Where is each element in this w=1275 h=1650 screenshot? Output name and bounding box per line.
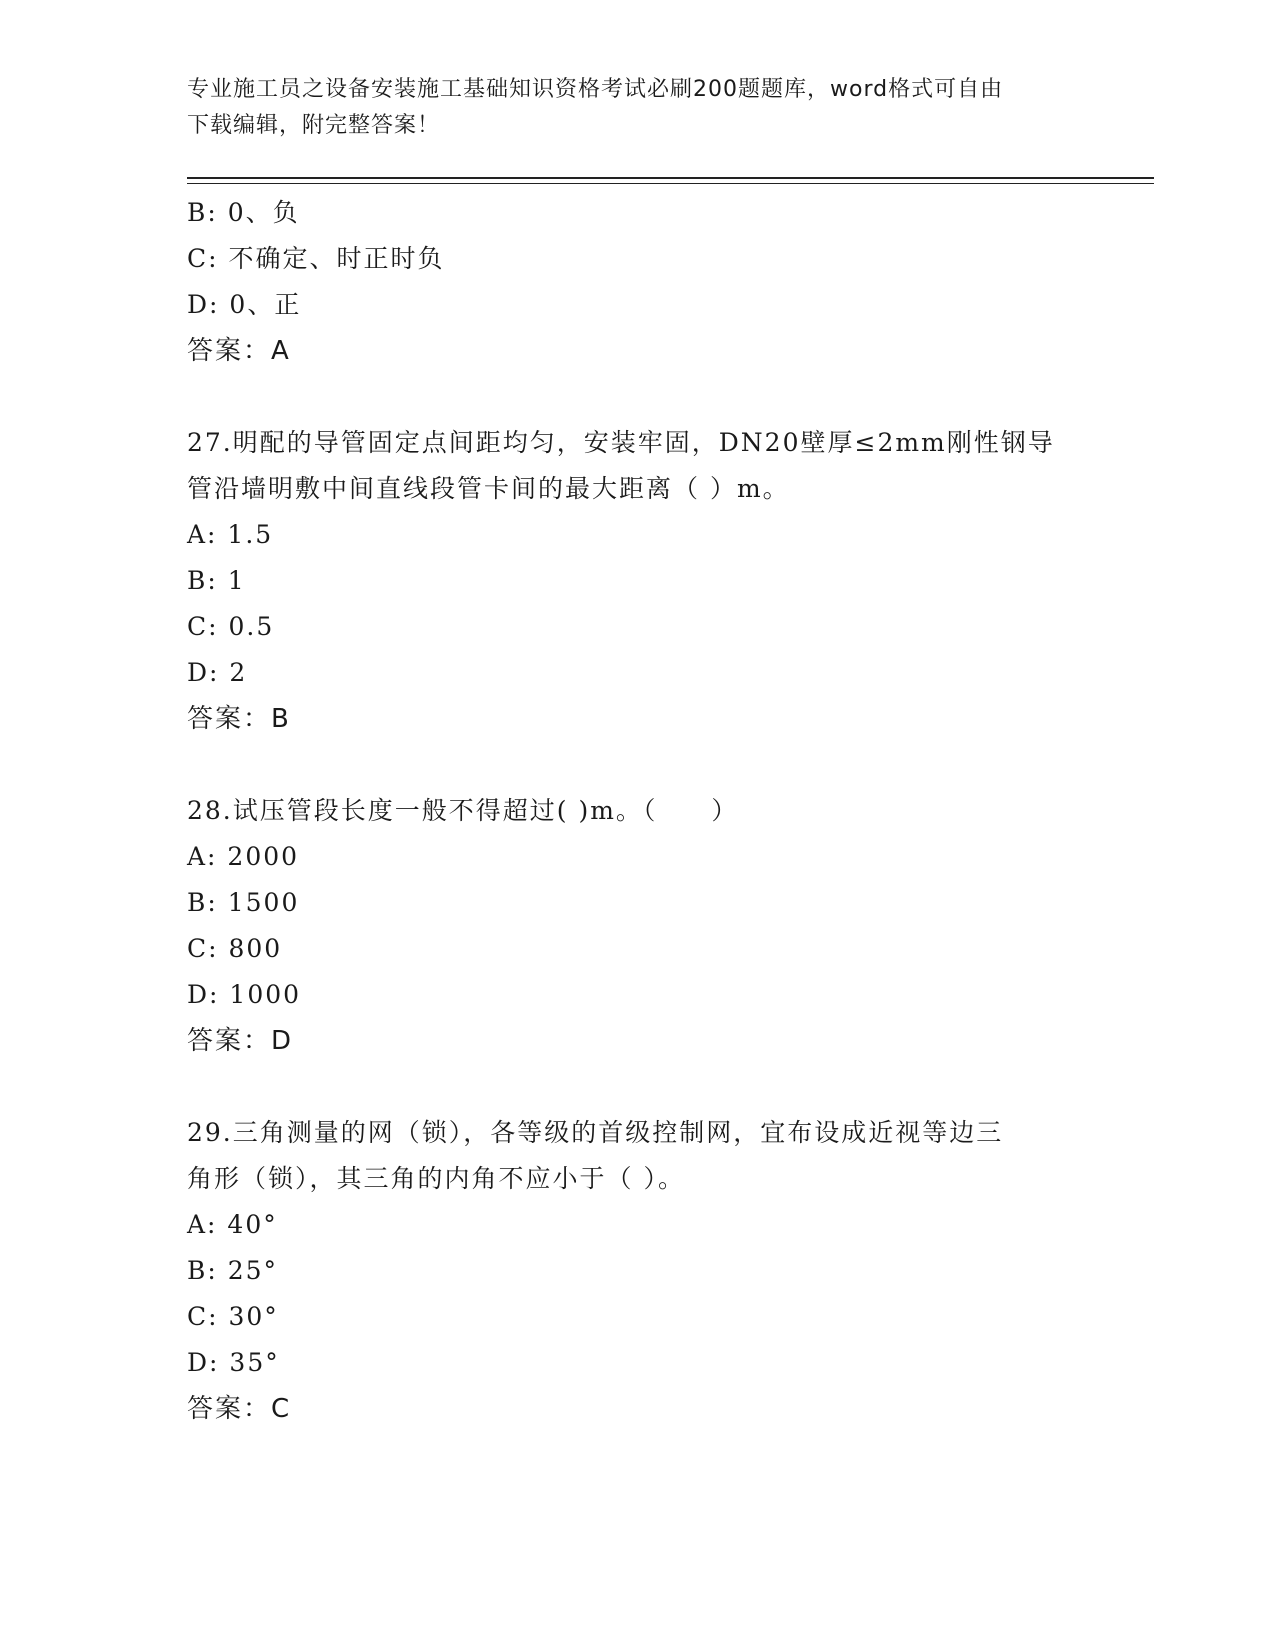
question-stem-line: 28.试压管段长度一般不得超过( )m。（ ）	[187, 796, 739, 825]
option-d: D: 1000	[187, 980, 302, 1009]
header-line-1: 专业施工员之设备安装施工基础知识资格考试必刷200题题库，word格式可自由	[187, 77, 1004, 102]
option-a: A: 1.5	[187, 520, 274, 549]
option-d: D: 35°	[187, 1348, 280, 1377]
answer-line: 答案：D	[187, 1026, 294, 1056]
option-b: B: 0、负	[187, 198, 300, 227]
header-rule-thick	[187, 177, 1154, 179]
option-a: A: 2000	[187, 842, 300, 871]
answer-line: 答案：C	[187, 1394, 292, 1424]
option-c: C: 0.5	[187, 612, 275, 641]
question-list	[187, 190, 1087, 1432]
option-b: B: 1	[187, 566, 246, 595]
option-d: D: 2	[187, 658, 248, 687]
question-29	[187, 1110, 1087, 1432]
option-c: C: 800	[187, 934, 283, 963]
question-stem-line: 角形（锁），其三角的内角不应小于（ ）。	[187, 1164, 685, 1193]
question-gap	[187, 1064, 1087, 1110]
option-d: D: 0、正	[187, 290, 302, 319]
header-line-2: 下载编辑，附完整答案！	[187, 113, 441, 138]
option-b: B: 1500	[187, 888, 300, 917]
partial-question	[187, 190, 1087, 374]
header-rule-thin	[187, 183, 1154, 184]
option-c: C: 30°	[187, 1302, 279, 1331]
answer-line: 答案：B	[187, 704, 291, 734]
question-gap	[187, 742, 1087, 788]
document-header	[187, 72, 1087, 144]
question-gap	[187, 374, 1087, 420]
question-28	[187, 788, 1087, 1064]
question-stem-line: 27.明配的导管固定点间距均匀，安装牢固，DN20壁厚≤2mm刚性钢导	[187, 428, 1055, 457]
question-stem-line: 29.三角测量的网（锁），各等级的首级控制网，宜布设成近视等边三	[187, 1118, 1004, 1147]
option-b: B: 25°	[187, 1256, 279, 1285]
answer-line: 答案：A	[187, 336, 291, 366]
option-c: C: 不确定、时正时负	[187, 244, 445, 273]
question-stem-line: 管沿墙明敷中间直线段管卡间的最大距离（ ）m。	[187, 474, 790, 503]
question-27	[187, 420, 1087, 742]
option-a: A: 40°	[187, 1210, 278, 1239]
